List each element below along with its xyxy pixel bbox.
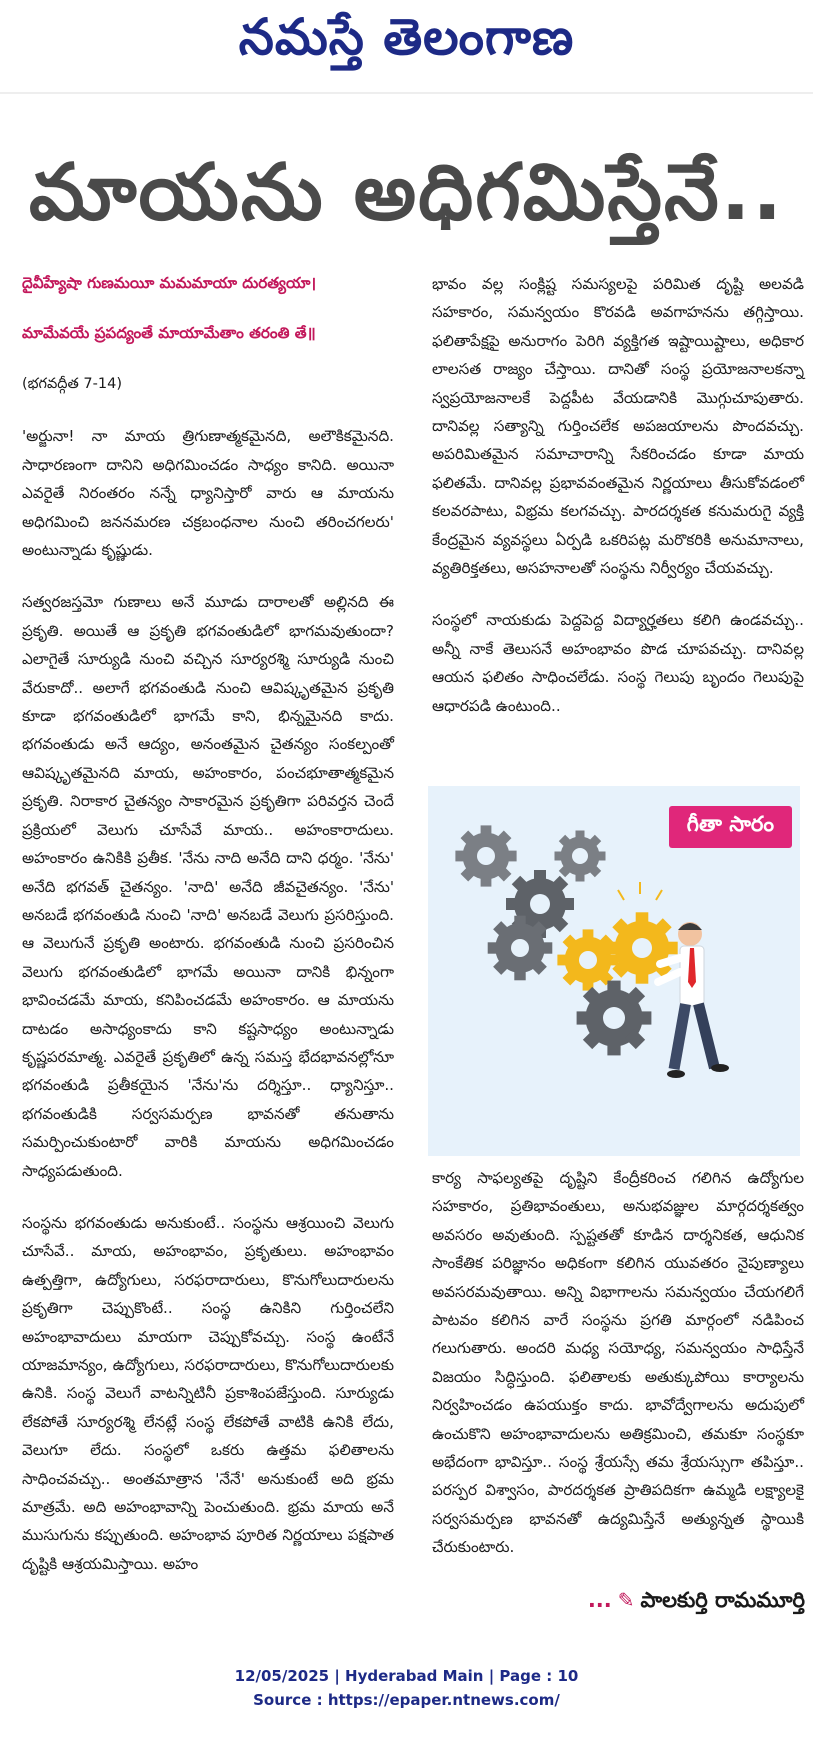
verse-line-1: దైవీహ్యేషా గుణమయీ మమమాయా దురత్యయా। [22, 274, 317, 292]
verse-line-2: మామేవయే ప్రపద్యంతే మాయామేతాం తరంతి తే॥ [22, 324, 316, 342]
gear-icon [577, 981, 652, 1056]
left-paragraph-2: సత్వరజస్తమో గుణాలు అనే మూడు దారాలతో అల్లినది ఈ ప్రకృతి. అయితే ఆ ప్రకృతి భగవంతుడిలో భాగమవుతుందా? ఎలాగైతే సూర్యుడి నుంచి వచ్చిన సూర్యరశ్మి సూర్యుడి నుంచి వేరుకాదో.. అలాగే భగవంతుడి నుంచి ఆవిష్కృతమైన ప్రకృతి కూడా భగవంతుడిలో భాగమే కాని, భిన్నమైనది కాదు. భగవంతుడు అనే ఆద్యం, అనంతమైన చైతన్యం సంకల్పంతో ఆవిష్కృతమైనది మాయ, అహంకారం, పంచభూతాత్మకమైన ప్రకృతి. నిరాకార చైతన్యం సాకారమైన ప్రకృతిగా పరివర్తన చెందే ప్రక్రియలో వెలుగు చూసేవే మాయ.. అహంకారాదులు. అహంకారం ఉనికికి ప్రతీక. 'నేను నాది అనేది దాని ధర్మం. 'నేను' అనేది భగవత్ చైతన్యం. 'నాది' అనేది జీవచైతన్యం. 'నేను' అనబడే భగవంతుడి నుంచి 'నాది' అనబడే వెలుగు ప్రసరిస్తుంది. ఆ వెలుగునే ప్రకృతి అంటారు. భగవంతుడి నుంచి ప్రసరించిన వెలుగు భగవంతుడిలో భాగమే అయినా దానికి భిన్నంగా భావించడమే మాయ, కనిపించడమే అహంకారం. ఆ మాయను దాటడం అసాధ్యంకాదు కాని కష్టసాధ్యం అంటున్నాడు కృష్ణపరమాత్మ. ఎవరైతే ప్రకృతిలో ఉన్న సమస్త భేదభావనల్లోనూ భగవంతుడి ప్రతీకయైన 'నేను'ను దర్శిస్తూ.. ధ్యానిస్తూ.. భగవంతుడికి సర్వసమర్పణ భావనతో తనుతాను సమర్పించుకుంటారో వారికి మాయను అధిగమించడం సాధ్యపడుతుంది. [22, 593, 394, 1180]
page-title: మాయను అధిగమిస్తేనే.. [28, 148, 784, 238]
right-paragraph-3: కార్య సాఫల్యతపై దృష్టిని కేంద్రీకరించ గలిగిన ఉద్యోగుల సహకారం, ప్రతిభావంతులు, అనుభవజ్ఞుల మార్గదర్శకత్వం అవసరం అవుతుంది. స్పష్టతతో కూడిన దార్శనికత, ఆధునిక సాంకేతిక పరిజ్ఞానం అధికంగా కలిగిన యువతరం నైపుణ్యాలు అవసరమవుతాయి. అన్ని విభాగాలను సమన్వయం చేయగలిగే పాటవం కలిగిన వారే సంస్థను ప్రగతి మార్గంలో నడిపించ గలుగుతారు. అందరి మధ్య సయోధ్య, సమన్వయం సాధిస్తేనే విజయం సిద్ధిస్తుంది. ఫలితాలకు అతుక్కుపోయి కార్యాలను నిర్వహించడం ఉపయుక్తం కాదు. భావోద్వేగాలను అదుపులో ఉంచుకొని అహంభావాదులను అతిక్రమించి, తమకూ సంస్థకూ అభేదంగా భావిస్తూ.. సంస్థ శ్రేయస్సే తమ శ్రేయస్సుగా తపిస్తూ.. పరస్పర విశ్వాసం, పారదర్శకత ప్రాతిపదికగా ఉమ్మడి లక్ష్యాలకై సర్వసమర్పణ భావనతో ఉద్యమిస్తేనే అత్యున్నత స్థాయికి చేరుకుంటారు. [432, 1169, 804, 1557]
author-dots: ... [587, 1588, 612, 1612]
gear-icon [488, 916, 553, 981]
left-column [22, 270, 394, 1602]
masthead-title: నమస్తే తెలంగాణ [238, 8, 575, 66]
sparkle-icon [618, 882, 662, 900]
masthead-divider [0, 92, 813, 94]
gears-illustration [428, 786, 800, 1156]
right-paragraph-1: భావం వల్ల సంక్లిష్ట సమస్యలపై పరిమిత దృష్టి అలవడి సహకారం, సమన్వయం కొరవడి అవగాహనను తగ్గిస్తాయి. ఫలితాపేక్షపై అనురాగం పెరిగి వ్యక్తిగత ఇష్టాయిష్టాలు, అధికార లాలసత రాజ్యం చేస్తాయి. దానితో సంస్థ ప్రయోజనాలకన్నా స్వప్రయోజనాలకే పెద్దపీట వేయడానికి మొగ్గుచూపుతారు. దానివల్ల సత్యాన్ని గుర్తించలేక అపజయాలను పొందవచ్చు. అపరిమితమైన సమాచారాన్ని సేకరించడం కూడా మాయ ఫలితమే. దానివల్ల ప్రభావవంతమైన నిర్ణయాలు తీసుకోవడంలో కలవరపాటు, విభ్రమ కలగవచ్చు. పారదర్శకత కనుమరుగై వ్యక్తి కేంద్రమైన వ్యవస్థలు ఏర్పడి ఒకరిపట్ల మరొకరికి అనుమానాలు, వ్యతిరిక్తతలు, అసహనాలతో సంస్థను నిర్వీర్యం చేయవచ్చు. [432, 275, 804, 578]
author-name: పాలకుర్తి రామమూర్తి [640, 1588, 805, 1612]
pen-icon: ✎ [617, 1588, 635, 1612]
gear-icon [606, 912, 677, 983]
footer-dateline: 12/05/2025 | Hyderabad Main | Page : 10 [234, 1667, 579, 1685]
left-paragraph-3: సంస్థను భగవంతుడు అనుకుంటే.. సంస్థను ఆశ్రయించి వెలుగు చూసేవే.. మాయ, అహంభావం, ప్రకృతులు. అహంభావం ఉత్పత్తిగా, ఉద్యోగులు, సరఫరాదారులు, కొనుగోలుదారులను ప్రకృతిగా చెప్పుకొంటే.. సంస్థ ఉనికిని గుర్తించలేని అహంభావాదులు మాయగా చెప్పుకోవచ్చు. సంస్థ ఉంటేనే యాజమాన్యం, ఉద్యోగులు, సరఫరాదారులు, కొనుగోలుదారులకు ఉనికి. సంస్థ వెలుగే వాటన్నిటినీ ప్రకాశింపజేస్తుంది. సూర్యుడు లేకపోతే సూర్యరశ్మి లేనట్లే సంస్థ లేకపోతే వాటికి ఉనికి లేదు, వెలుగూ లేదు. సంస్థలో ఒకరు ఉత్తమ ఫలితాలను సాధించవచ్చు.. అంతమాత్రాన 'నేనే' అనుకుంటే అది భ్రమ మాత్రమే. అది అహంభావాన్ని పెంచుతుంది. భ్రమ మాయ అనే ముసుగును కప్పుతుంది. అహంభావ పూరిత నిర్ణయాలు పక్షపాత దృష్టికి ఆశ్రయమిస్తాయి. అహం [22, 1213, 394, 1573]
geeta-saram-badge: గీతా సారం [669, 806, 792, 848]
left-paragraph-1: 'అర్జునా! నా మాయ త్రిగుణాత్మకమైనది, అలౌకికమైనది. సాధారణంగా దానిని అధిగమించడం సాధ్యం కానిది. అయినా ఎవరైతే నిరంతరం నన్నే ధ్యానిస్తారో వారు ఆ మాయను అధిగమించి జననమరణ చక్రబంధనాల నుంచి తరించగలరు' అంటున్నాడు కృష్ణుడు. [22, 427, 394, 560]
gear-icon [455, 825, 516, 886]
author-byline [530, 1588, 805, 1618]
right-paragraph-2: సంస్థలో నాయకుడు పెద్దపెద్ద విద్యార్హతలు కలిగి ఉండవచ్చు.. అన్నీ నాకే తెలుసనే అహంభావం పొడ చూపవచ్చు. దానివల్ల ఆయన ఫలితం సాధించలేడు. సంస్థ గెలుపు బృందం గెలుపుపై ఆధారపడి ఉంటుంది.. [432, 611, 804, 715]
masthead [0, 8, 813, 79]
right-column-bottom [432, 1164, 804, 1586]
footer-source: Source : https://epaper.ntnews.com/ [253, 1691, 560, 1709]
right-column-top [432, 270, 804, 744]
verse-source: (భగవద్గీత 7-14) [22, 376, 122, 392]
gear-icon [555, 831, 606, 882]
